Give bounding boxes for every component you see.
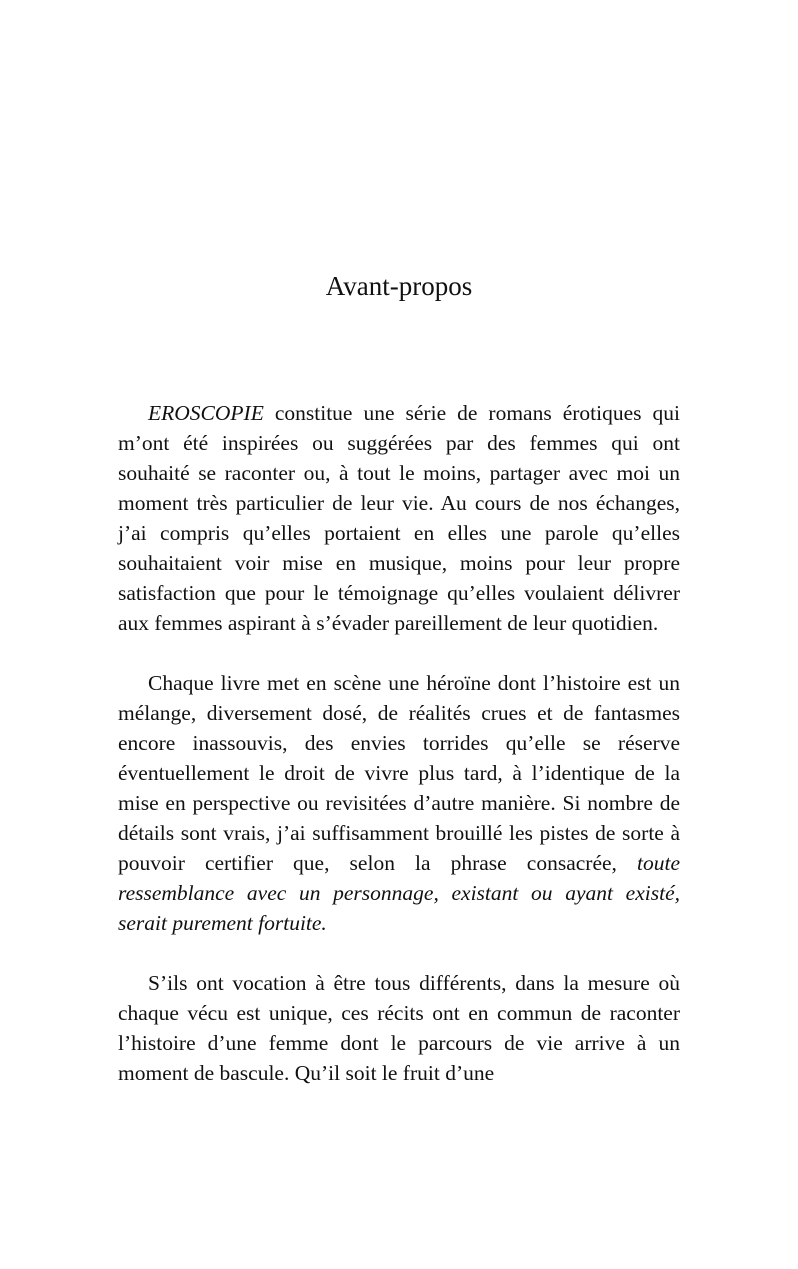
paragraph-2 (118, 668, 680, 938)
paragraph-1-italic-lead: EROSCOPIE (148, 401, 264, 425)
body-text (118, 398, 680, 1118)
chapter-title: Avant-propos (325, 271, 473, 301)
paragraph-1 (118, 398, 680, 638)
paragraph-3 (118, 968, 680, 1088)
paragraph-3-text: S’ils ont vocation à être tous différents, dans la mesure où chaque vécu est unique, ces récits ont en commun de raconter l’histoire d’une femme dont le parcours de vie arrive à un moment de bascule. Qu’il soit le fruit d’une (118, 971, 680, 1085)
paragraph-2-text: Chaque livre met en scène une héroïne dont l’histoire est un mélange, diversement dosé, de réalités crues et de fantasmes encore inassouvis, des envies torrides qu’elle se réserve éventuellement le droit de vivre plus tard, à l’identique de la mise en perspective ou revisitées d’autre manière. Si nombre de détails sont vrais, j’ai suffisamment brouillé les pistes de sorte à pouvoir certifier que, selon la phrase consacrée, (118, 671, 680, 875)
paragraph-1-text: constitue une série de romans érotiques qui m’ont été inspirées ou suggérées par des femmes qui ont souhaité se raconter ou, à tout le moins, partager avec moi un moment très particulier de leur vie. Au cours de nos échanges, j’ai compris qu’elles portaient en elles une parole qu’elles souhaitaient voir mise en musique, moins pour leur propre satisfaction que pour le témoignage qu’elles voulaient délivrer aux femmes aspirant à s’évader pareillement de leur quotidien. (118, 401, 680, 635)
paragraph-2-italic-trail: toute ressemblance avec un personnage, existant ou ayant existé, serait purement fortuite. (118, 851, 680, 935)
